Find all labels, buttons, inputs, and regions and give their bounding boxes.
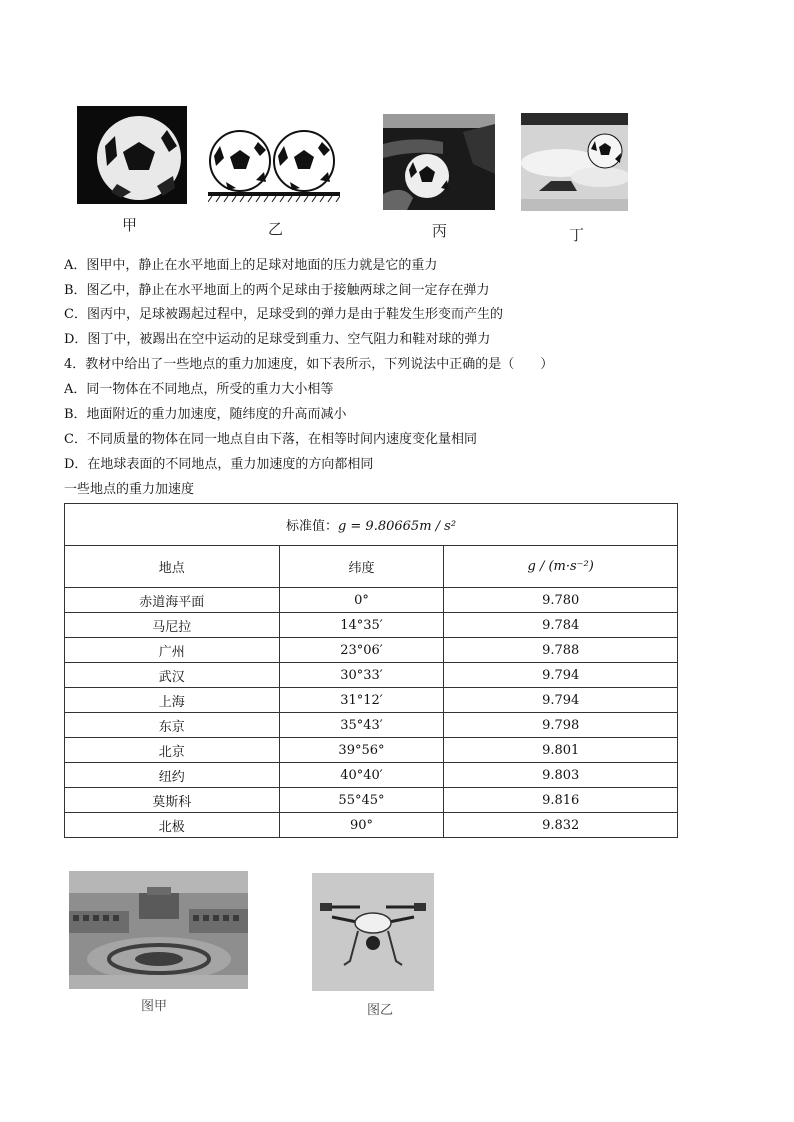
campus-aerial-photo <box>69 871 248 989</box>
table-row <box>65 613 678 638</box>
q4-stem: 4．教材中给出了一些地点的重力加速度，如下表所示，下列说法中正确的是（ ） <box>64 357 554 372</box>
cell-latitude: 31°12′ <box>279 688 444 713</box>
cell-latitude: 30°33′ <box>279 663 444 688</box>
q3-option-d: D．图丁中，被踢出在空中运动的足球受到重力、空气阻力和鞋对球的弹力 <box>64 332 491 347</box>
table-row <box>65 788 678 813</box>
cell-g: 9.794 <box>444 663 678 688</box>
q4-option-b: B．地面附近的重力加速度，随纬度的升高而减小 <box>64 407 347 422</box>
cell-latitude: 55°45° <box>279 788 444 813</box>
q4-option-c: C．不同质量的物体在同一地点自由下落，在相等时间内速度变化量相同 <box>64 432 477 447</box>
cell-g: 9.784 <box>444 613 678 638</box>
cell-g: 9.832 <box>444 813 678 838</box>
table-row <box>65 638 678 663</box>
header-latitude: 纬度 <box>279 546 444 588</box>
q4-option-a: A．同一物体在不同地点，所受的重力大小相等 <box>64 382 334 397</box>
photo-right-caption: 图乙 <box>367 1003 394 1018</box>
q3-option-c: C．图丙中，足球被踢起过程中，足球受到的弹力是由于鞋发生形变而产生的 <box>64 307 503 322</box>
table-row <box>65 763 678 788</box>
standard-value: g = 9.80665m / s² <box>337 519 457 534</box>
cell-location: 赤道海平面 <box>65 588 280 613</box>
table-standard-row <box>65 504 678 546</box>
cell-latitude: 39°56° <box>279 738 444 763</box>
figure-yi-two-soccer-balls <box>208 128 340 202</box>
header-location: 地点 <box>65 546 280 588</box>
table-caption: 一些地点的重力加速度 <box>64 482 195 497</box>
cell-location: 上海 <box>65 688 280 713</box>
cell-location: 武汉 <box>65 663 280 688</box>
cell-g: 9.794 <box>444 688 678 713</box>
table-header-row <box>65 546 678 588</box>
q4-option-d: D．在地球表面的不同地点，重力加速度的方向都相同 <box>64 457 374 472</box>
figure-ding-ball-in-air <box>521 113 628 211</box>
figure-jia-soccer-ball <box>77 106 187 204</box>
cell-location: 东京 <box>65 713 280 738</box>
cell-g: 9.798 <box>444 713 678 738</box>
cell-location: 北极 <box>65 813 280 838</box>
table-row <box>65 588 678 613</box>
header-g: g / (m·s⁻²) <box>444 546 678 588</box>
q3-option-a: A．图甲中，静止在水平地面上的足球对地面的压力就是它的重力 <box>64 258 438 273</box>
gravity-table <box>64 503 678 838</box>
cell-g: 9.801 <box>444 738 678 763</box>
table-row <box>65 688 678 713</box>
table-row <box>65 813 678 838</box>
cell-g: 9.816 <box>444 788 678 813</box>
drone-photo <box>312 873 434 991</box>
cell-g: 9.803 <box>444 763 678 788</box>
cell-location: 马尼拉 <box>65 613 280 638</box>
figure-ding-label: 丁 <box>569 226 585 244</box>
cell-latitude: 90° <box>279 813 444 838</box>
standard-label: 标准值： <box>285 519 338 534</box>
cell-latitude: 14°35′ <box>279 613 444 638</box>
cell-g: 9.788 <box>444 638 678 663</box>
cell-location: 纽约 <box>65 763 280 788</box>
table-row <box>65 738 678 763</box>
cell-latitude: 0° <box>279 588 444 613</box>
cell-location: 莫斯科 <box>65 788 280 813</box>
photo-left-caption: 图甲 <box>141 999 168 1014</box>
figure-bing-kicked-ball <box>383 114 495 210</box>
table-row <box>65 663 678 688</box>
cell-latitude: 35°43′ <box>279 713 444 738</box>
cell-g: 9.780 <box>444 588 678 613</box>
cell-latitude: 23°06′ <box>279 638 444 663</box>
q3-option-b: B．图乙中，静止在水平地面上的两个足球由于接触两球之间一定存在弹力 <box>64 283 490 298</box>
figure-yi-label: 乙 <box>268 220 284 238</box>
cell-location: 广州 <box>65 638 280 663</box>
cell-location: 北京 <box>65 738 280 763</box>
figure-jia-label: 甲 <box>122 216 138 234</box>
table-row <box>65 713 678 738</box>
figure-bing-label: 丙 <box>432 222 448 240</box>
cell-latitude: 40°40′ <box>279 763 444 788</box>
standard-value-cell <box>65 504 678 546</box>
